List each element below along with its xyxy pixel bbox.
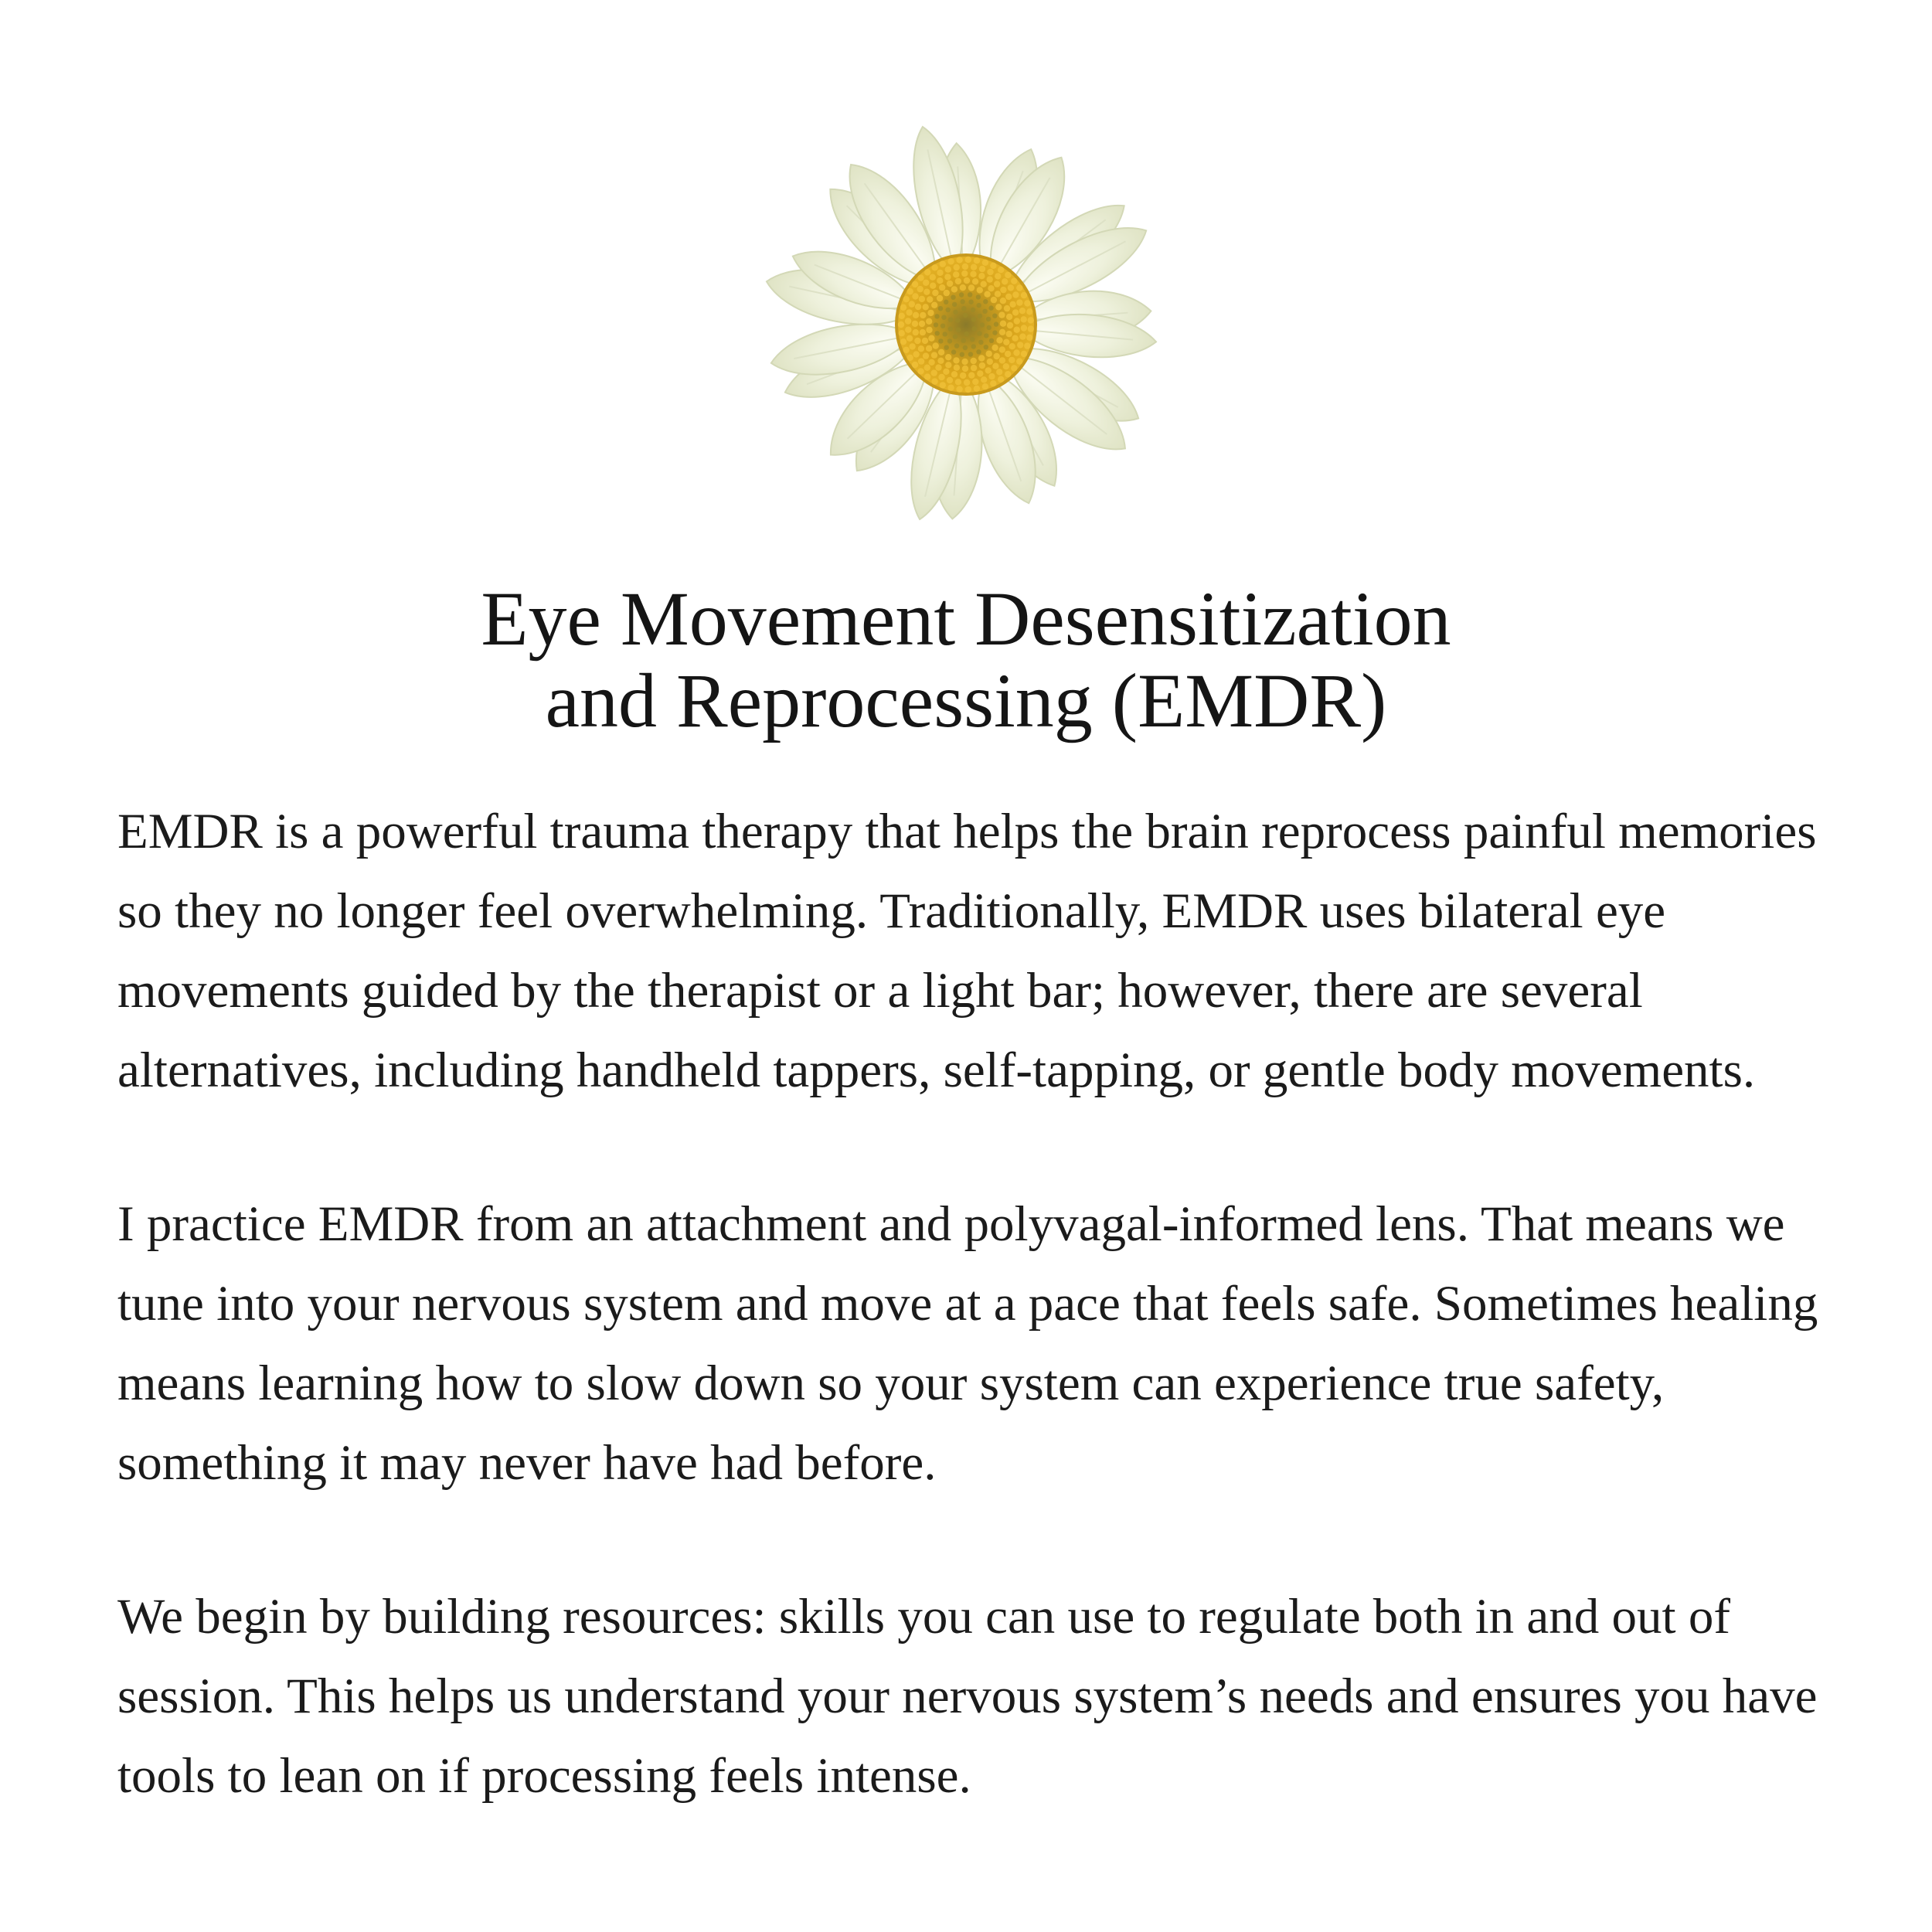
daisy-floret bbox=[970, 271, 976, 277]
daisy-flower-icon bbox=[742, 100, 1190, 549]
daisy-floret bbox=[978, 273, 985, 279]
daisy-floret bbox=[926, 318, 932, 325]
daisy-floret bbox=[959, 292, 964, 297]
daisy-floret bbox=[979, 266, 985, 272]
daisy-floret bbox=[961, 338, 966, 343]
daisy-floret bbox=[998, 376, 1004, 383]
daisy-floret bbox=[1028, 325, 1034, 332]
daisy-floret bbox=[979, 362, 985, 369]
daisy-floret bbox=[1005, 272, 1011, 278]
daisy-floret bbox=[971, 308, 975, 312]
daisy-floret bbox=[928, 359, 934, 366]
daisy-floret bbox=[937, 358, 944, 364]
daisy-floret bbox=[995, 273, 1001, 279]
daisy-floret bbox=[972, 326, 977, 331]
daisy-floret bbox=[1019, 308, 1026, 314]
daisy-floret bbox=[962, 264, 968, 270]
daisy-floret bbox=[953, 357, 959, 363]
daisy-floret bbox=[935, 331, 940, 335]
daisy-floret bbox=[1016, 299, 1022, 305]
daisy-floret bbox=[1009, 301, 1015, 308]
daisy-floret bbox=[1021, 351, 1027, 357]
daisy-floret bbox=[947, 258, 954, 264]
daisy-floret bbox=[937, 277, 943, 284]
daisy-floret bbox=[960, 299, 964, 304]
daisy-floret bbox=[953, 271, 959, 277]
daisy-floret bbox=[998, 267, 1004, 273]
daisy-floret bbox=[1024, 300, 1030, 306]
daisy-floret bbox=[987, 276, 993, 282]
daisy-floret bbox=[960, 372, 966, 379]
daisy-floret bbox=[1005, 294, 1012, 300]
daisy-floret bbox=[906, 309, 912, 315]
daisy-floret bbox=[923, 304, 929, 310]
daisy-floret bbox=[972, 379, 978, 385]
daisy-floret bbox=[923, 289, 930, 295]
daisy-floret bbox=[985, 367, 992, 373]
title-line-1: Eye Movement Desensitization bbox=[481, 576, 1451, 662]
daisy-floret bbox=[1013, 349, 1019, 355]
daisy-floret bbox=[961, 270, 968, 277]
daisy-floret bbox=[1000, 287, 1006, 293]
daisy-floret bbox=[913, 329, 919, 335]
daisy-floret bbox=[909, 343, 915, 349]
daisy-floret bbox=[1012, 335, 1018, 342]
daisy-floret bbox=[926, 345, 932, 352]
daisy-floret bbox=[924, 373, 930, 379]
daisy-floret bbox=[906, 335, 913, 342]
daisy-floret bbox=[915, 304, 921, 310]
daisy-floret bbox=[1006, 314, 1012, 320]
daisy-floret bbox=[995, 304, 1002, 310]
daisy-floret bbox=[994, 321, 998, 326]
daisy-floret bbox=[976, 349, 981, 354]
daisy-floret bbox=[982, 309, 987, 314]
daisy-floret bbox=[1012, 291, 1019, 298]
daisy-floret bbox=[941, 315, 946, 320]
daisy-floret bbox=[945, 354, 951, 360]
daisy-floret bbox=[933, 342, 939, 349]
daisy-floret bbox=[1005, 351, 1011, 357]
daisy-floret bbox=[1003, 339, 1009, 345]
daisy-floret bbox=[988, 305, 993, 310]
daisy-floret bbox=[944, 290, 950, 296]
daisy-floret bbox=[970, 337, 975, 342]
daisy-floret bbox=[917, 286, 923, 292]
paragraph-approach: I practice EMDR from an attachment and polyvagal-informed lens. That means we tune into your nervous system and move at a pace that feels safe. Sometimes healing means learning how to slow down so your system can experience true safety, something it may never have had before. bbox=[117, 1196, 1818, 1491]
daisy-floret bbox=[951, 295, 955, 300]
paragraph-resources: We begin by building resources: skills you can use to regulate both in and out of session. This helps us understand your nervous system’s needs and ensures you have tools to lean on if processing feels intense. bbox=[117, 1589, 1818, 1804]
daisy-floret bbox=[924, 269, 930, 275]
daisy-floret bbox=[905, 327, 911, 333]
daisy-floret bbox=[986, 351, 992, 357]
daisy-floret bbox=[934, 322, 938, 327]
daisy-floret bbox=[1016, 284, 1022, 291]
daisy-floret bbox=[1003, 363, 1009, 369]
daisy-floret bbox=[899, 330, 905, 336]
daisy-floret bbox=[927, 310, 934, 316]
daisy-floret bbox=[947, 385, 954, 391]
daisy-floret bbox=[934, 314, 939, 318]
daisy-floret bbox=[1000, 298, 1006, 304]
daisy-floret bbox=[923, 352, 929, 359]
daisy-floret bbox=[955, 278, 961, 284]
daisy-floret bbox=[935, 364, 941, 370]
daisy-floret bbox=[987, 325, 992, 330]
daisy-floret bbox=[977, 370, 983, 376]
page-title bbox=[0, 578, 1932, 742]
daisy-floret bbox=[945, 267, 951, 273]
daisy-floret bbox=[914, 338, 920, 344]
daisy-floret bbox=[960, 284, 966, 291]
daisy-floret bbox=[971, 344, 976, 349]
daisy-floret bbox=[923, 280, 929, 286]
body-text bbox=[117, 792, 1849, 1890]
daisy-floret bbox=[965, 257, 971, 263]
daisy-floret bbox=[992, 363, 998, 369]
daisy-floret bbox=[1021, 325, 1027, 331]
daisy-floret bbox=[1014, 318, 1020, 324]
daisy-floret bbox=[944, 300, 948, 304]
daisy-floret bbox=[948, 326, 953, 331]
daisy-floret bbox=[963, 345, 968, 350]
daisy-floret bbox=[999, 329, 1005, 335]
daisy-floret bbox=[955, 318, 960, 323]
daisy-floret bbox=[899, 313, 905, 319]
daisy-floret bbox=[903, 347, 910, 353]
daisy-floret bbox=[992, 330, 997, 335]
daisy-illustration bbox=[742, 100, 1190, 549]
daisy-floret bbox=[930, 283, 936, 289]
daisy-floret bbox=[1006, 331, 1012, 337]
daisy-floret bbox=[1028, 317, 1034, 323]
daisy-floret bbox=[944, 345, 949, 350]
daisy-floret bbox=[920, 329, 926, 335]
daisy-floret bbox=[903, 296, 910, 302]
daisy-floret bbox=[917, 274, 923, 281]
daisy-floret bbox=[964, 379, 970, 386]
daisy-floret bbox=[946, 308, 951, 312]
daisy-floret bbox=[953, 310, 957, 315]
daisy-floret bbox=[1002, 278, 1008, 284]
daisy-floret bbox=[943, 369, 949, 375]
daisy-floret bbox=[924, 365, 930, 371]
daisy-floret bbox=[1009, 343, 1015, 349]
daisy-floret bbox=[947, 338, 952, 343]
daisy-floret bbox=[961, 306, 966, 311]
daisy-floret bbox=[990, 380, 996, 386]
daisy-floret bbox=[988, 373, 995, 379]
daisy-floret bbox=[978, 355, 985, 361]
daisy-floret bbox=[1021, 316, 1027, 322]
daisy-floret bbox=[931, 352, 937, 358]
daisy-floret bbox=[943, 332, 947, 336]
daisy-floret bbox=[1016, 358, 1022, 364]
daisy-floret bbox=[945, 362, 951, 368]
daisy-floret bbox=[974, 257, 980, 264]
daisy-floret bbox=[999, 346, 1005, 352]
daisy-floret bbox=[987, 269, 993, 275]
daisy-floret bbox=[972, 278, 978, 284]
daisy-floret bbox=[947, 281, 953, 287]
daisy-floret bbox=[938, 306, 943, 311]
daisy-floret bbox=[974, 386, 980, 392]
daisy-floret bbox=[992, 345, 998, 351]
daisy-floret bbox=[912, 321, 918, 327]
daisy-floret bbox=[968, 352, 973, 356]
daisy-floret bbox=[927, 296, 933, 302]
daisy-floret bbox=[962, 366, 968, 372]
daisy-floret bbox=[937, 295, 943, 301]
daisy-floret bbox=[954, 343, 959, 348]
daisy-floret bbox=[920, 312, 926, 318]
daisy-floret bbox=[951, 349, 956, 354]
daisy-floret bbox=[977, 303, 981, 308]
daisy-floret bbox=[986, 317, 991, 321]
daisy-floret bbox=[971, 358, 977, 364]
daisy-floret bbox=[919, 321, 925, 327]
daisy-floret bbox=[956, 257, 962, 263]
daisy-floret bbox=[1021, 292, 1027, 298]
daisy-floret bbox=[1019, 333, 1026, 339]
daisy-floret bbox=[932, 290, 938, 296]
daisy-floret bbox=[984, 333, 988, 338]
daisy-floret bbox=[948, 318, 953, 322]
daisy-floret bbox=[992, 314, 997, 318]
daisy-floret bbox=[977, 331, 981, 335]
daisy-floret bbox=[907, 288, 913, 294]
daisy-floret bbox=[928, 335, 934, 342]
daisy-floret bbox=[1000, 321, 1006, 327]
daisy-floret bbox=[940, 260, 946, 267]
daisy-floret bbox=[960, 352, 964, 357]
paragraph-intro: EMDR is a powerful trauma therapy that helps the brain reprocess painful memories so they no longer feel overwhelming. Traditionally, EMDR uses bilateral eye movements guided by the therapist or a light bar; however, there are several alternatives, including handheld tappers, self-tapping, or gentle body movements. bbox=[117, 804, 1817, 1098]
daisy-floret bbox=[982, 260, 988, 266]
daisy-floret bbox=[978, 340, 983, 345]
daisy-floret bbox=[991, 297, 997, 303]
daisy-floret bbox=[900, 338, 906, 345]
daisy-floret bbox=[981, 281, 987, 287]
daisy-floret bbox=[961, 359, 968, 365]
daisy-floret bbox=[951, 286, 957, 292]
daisy-floret bbox=[990, 263, 996, 269]
daisy-floret bbox=[905, 318, 911, 324]
daisy-floret bbox=[937, 270, 943, 276]
daisy-floret bbox=[994, 281, 1000, 287]
daisy-floret bbox=[980, 322, 985, 327]
daisy-floret bbox=[947, 377, 953, 383]
daisy-floret bbox=[984, 291, 990, 298]
daisy-floret bbox=[968, 372, 975, 378]
daisy-floret bbox=[954, 365, 960, 371]
daisy-floret bbox=[912, 293, 918, 299]
daisy-floret bbox=[931, 302, 937, 308]
daisy-floret bbox=[951, 371, 957, 377]
daisy-floret bbox=[971, 317, 976, 321]
daisy-floret bbox=[909, 301, 915, 307]
daisy-floret bbox=[1005, 371, 1011, 377]
daisy-floret bbox=[1011, 365, 1017, 371]
daisy-floret bbox=[1012, 309, 1019, 315]
daisy-floret bbox=[918, 345, 924, 352]
daisy-floret bbox=[956, 386, 962, 392]
daisy-floret bbox=[922, 338, 928, 344]
daisy-floret bbox=[989, 338, 994, 343]
daisy-floret bbox=[940, 382, 946, 388]
daisy-floret bbox=[1009, 357, 1015, 363]
daisy-floret bbox=[931, 369, 937, 376]
daisy-floret bbox=[938, 374, 944, 380]
daisy-floret bbox=[982, 383, 988, 389]
daisy-floret bbox=[913, 312, 919, 318]
daisy-floret bbox=[996, 369, 1002, 375]
daisy-floret bbox=[912, 362, 918, 368]
daisy-floret bbox=[932, 264, 938, 270]
daisy-floret bbox=[987, 359, 993, 365]
daisy-floret bbox=[918, 358, 924, 364]
daisy-floret bbox=[1026, 335, 1032, 341]
daisy-floret bbox=[983, 299, 988, 304]
daisy-floret bbox=[900, 304, 906, 311]
daisy-floret bbox=[988, 285, 994, 291]
daisy-floret bbox=[968, 292, 972, 297]
daisy-floret bbox=[907, 355, 913, 361]
daisy-floret bbox=[964, 332, 969, 336]
daisy-floret bbox=[938, 338, 943, 343]
daisy-floret bbox=[944, 274, 951, 280]
daisy-floret bbox=[926, 327, 932, 333]
daisy-floret bbox=[978, 314, 982, 318]
daisy-floret bbox=[912, 281, 918, 287]
daisy-floret bbox=[996, 337, 1002, 343]
daisy-floret bbox=[968, 300, 973, 304]
title-line-2: and Reprocessing (EMDR) bbox=[545, 658, 1387, 743]
daisy-floret bbox=[984, 345, 988, 349]
daisy-floret bbox=[965, 386, 971, 393]
daisy-floret bbox=[1014, 327, 1020, 333]
daisy-floret bbox=[952, 302, 957, 307]
daisy-floret bbox=[995, 291, 1001, 297]
daisy-floret bbox=[1011, 278, 1017, 284]
daisy-floret bbox=[919, 296, 925, 302]
daisy-floret bbox=[930, 274, 936, 281]
daisy-floret bbox=[964, 277, 970, 284]
daisy-floret bbox=[968, 284, 975, 291]
daisy-floret bbox=[976, 294, 981, 299]
daisy-floret bbox=[971, 365, 977, 371]
daisy-floret bbox=[1004, 305, 1010, 311]
daisy-floret bbox=[1017, 342, 1023, 348]
daisy-floret bbox=[1024, 342, 1030, 349]
daisy-floret bbox=[963, 313, 968, 318]
daisy-floret bbox=[913, 351, 919, 357]
daisy-floret bbox=[953, 334, 957, 338]
daisy-floret bbox=[1008, 284, 1014, 291]
daisy-floret bbox=[940, 324, 945, 328]
daisy-floret bbox=[954, 264, 960, 270]
daisy-floret bbox=[998, 311, 1005, 318]
daisy-floret bbox=[956, 328, 961, 332]
daisy-floret bbox=[955, 379, 961, 385]
daisy-floret bbox=[898, 321, 904, 328]
daisy-floret bbox=[981, 376, 987, 383]
daisy-floret bbox=[1007, 322, 1013, 328]
daisy-floret bbox=[999, 357, 1005, 363]
daisy-floret bbox=[993, 353, 999, 359]
daisy-floret bbox=[917, 368, 923, 374]
daisy-floret bbox=[939, 284, 945, 291]
daisy-floret bbox=[931, 378, 937, 384]
daisy-floret bbox=[1026, 308, 1032, 315]
daisy-floret bbox=[938, 349, 944, 355]
daisy-floret bbox=[971, 264, 977, 270]
daisy-floret bbox=[977, 287, 983, 293]
